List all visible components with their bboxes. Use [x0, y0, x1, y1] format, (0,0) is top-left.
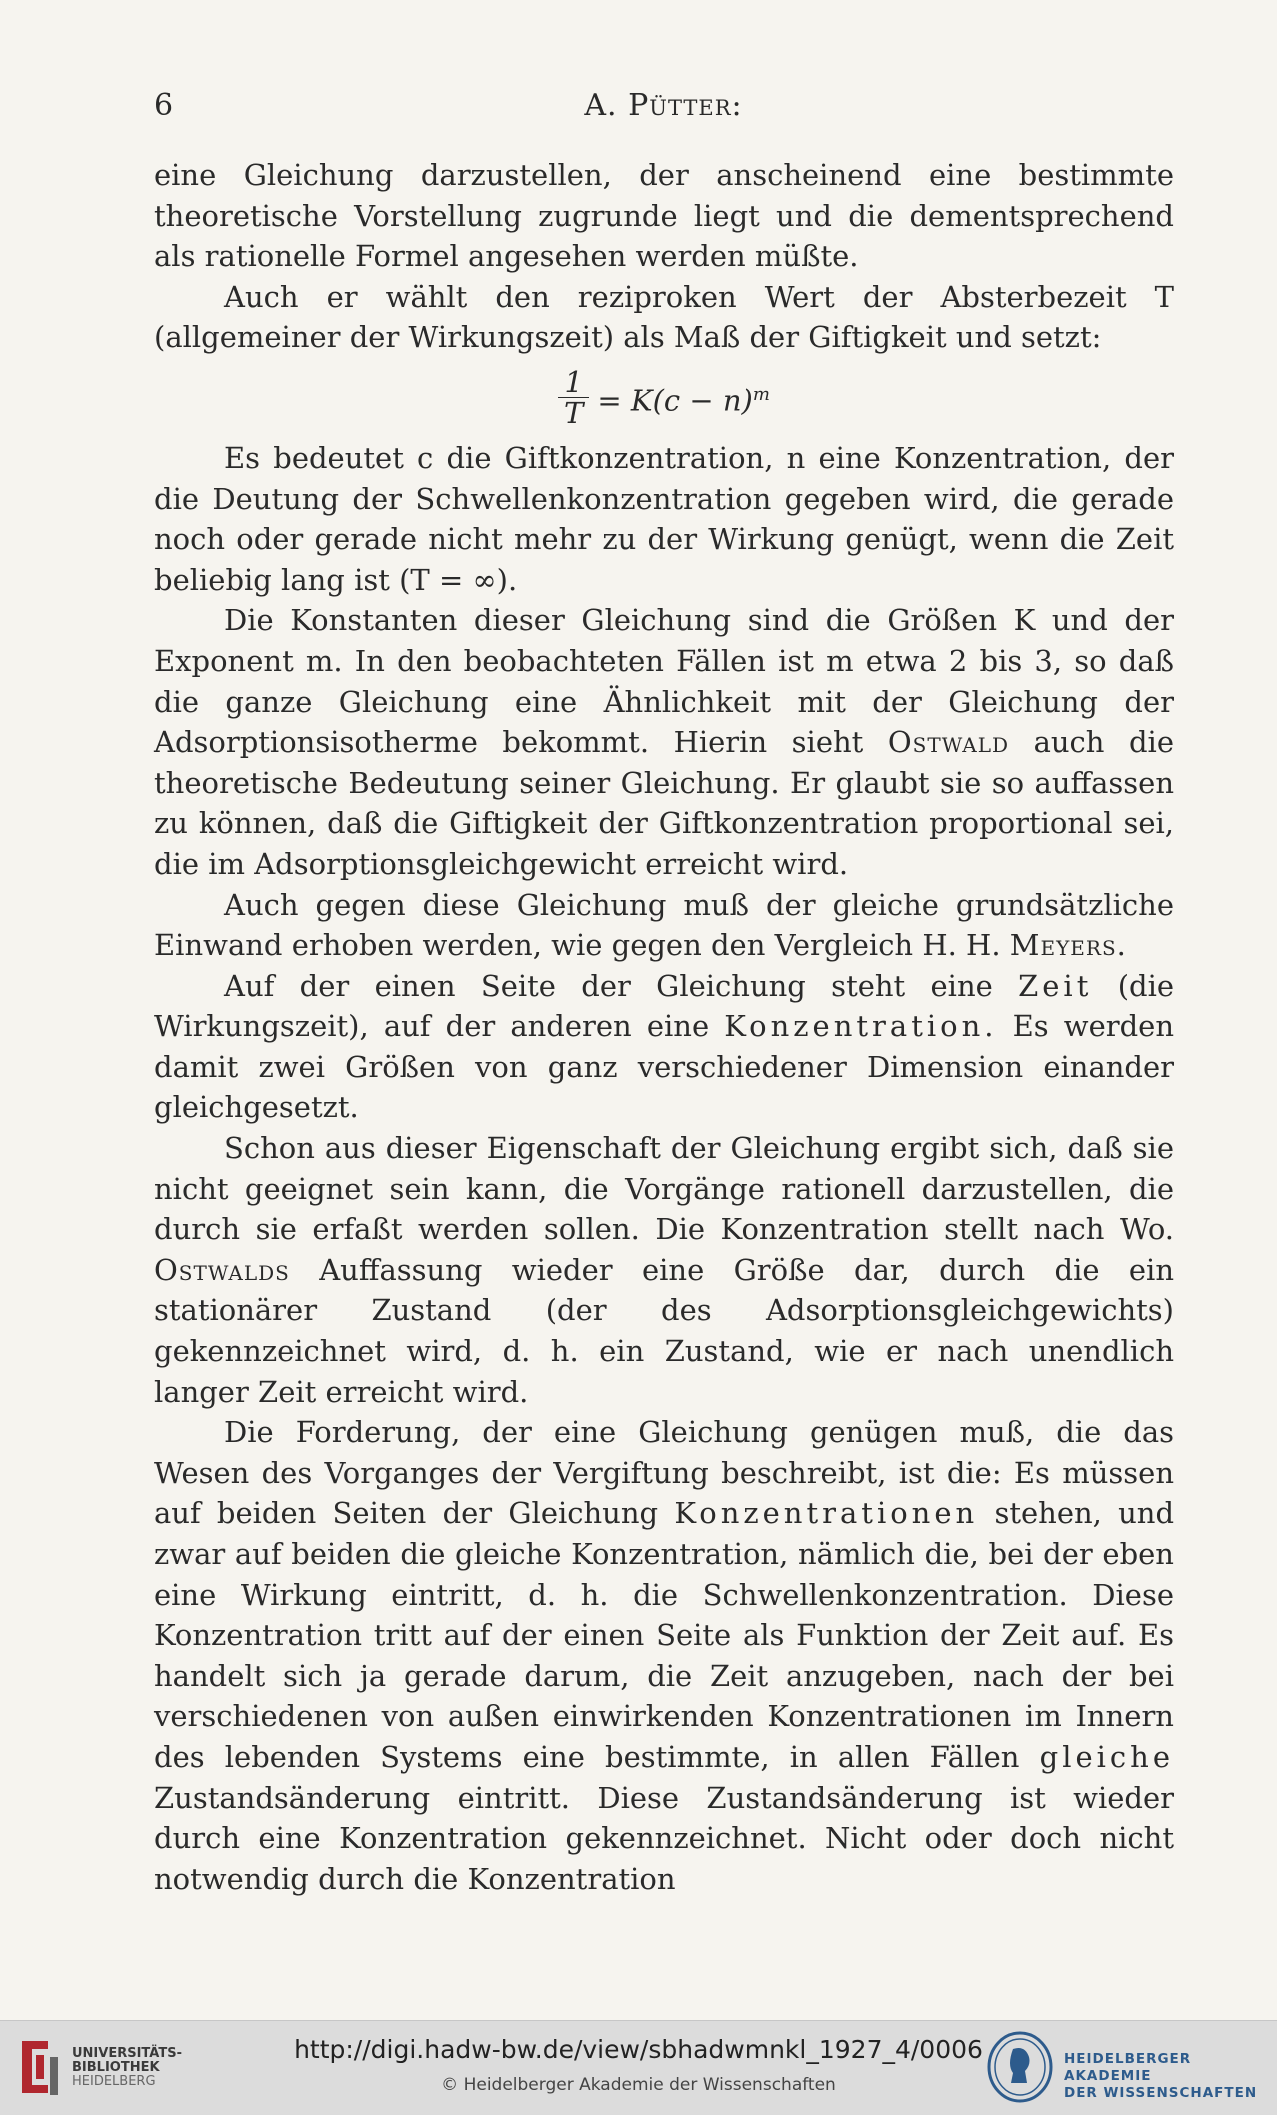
formula-numerator: 1	[558, 367, 588, 398]
running-title: A. Pütter:	[584, 88, 743, 123]
paragraph-7	[154, 1128, 1174, 1412]
running-head	[154, 88, 1173, 128]
paragraph-3: Es bedeutet c die Giftkonzentration, n eine Konzentration, der die Deutung der Schwellenkonzentration gegeben wird, die gerade noch oder gerade nicht mehr zu der Wirkung genügt, wenn die Zeit beliebig lang ist (T = ∞).	[154, 440, 1174, 597]
formula-denominator: T	[564, 396, 584, 431]
permalink-url[interactable]: http://digi.hadw-bw.de/view/sbhadwmnkl_1927_4/0006	[294, 2035, 983, 2064]
spaced-word-konzentrationen: Konzentrationen	[674, 1496, 979, 1531]
formula	[154, 358, 1174, 438]
academy-seal-icon	[985, 2029, 1055, 2105]
body-text	[154, 155, 1174, 1899]
paragraph-7-text-a: Schon aus dieser Eigenschaft der Gleichung ergibt sich, daß sie nicht geeignet sein kann, die Vorgänge rationell darzustellen, die durch sie erfaßt werden sollen. Die Konzentration stellt nach Wo.	[154, 1131, 1174, 1247]
paragraph-5-text-a: Auch gegen diese Gleichung muß der gleiche grundsätzliche Einwand erhoben werden, wie gegen den Vergleich H. H.	[154, 887, 1174, 963]
paragraph-6-text-c: Es werden damit zwei Größen von ganz verschiedener Dimension einander gleichgesetzt.	[154, 1009, 1175, 1125]
paragraph-8-text-a: Die Forderung, der eine Gleichung genügen muß, die das Wesen des Vorganges der Vergiftung beschreibt, ist die: Es müssen auf beiden Seiten der Gleichung	[154, 1415, 1174, 1531]
formula-rhs	[597, 375, 770, 421]
copyright-notice: © Heidelberger Akademie der Wissenschaften	[441, 2075, 836, 2095]
paragraph-4	[154, 600, 1174, 884]
paragraph-6-text-b: (die Wirkungszeit), auf der anderen eine	[154, 968, 1175, 1044]
paragraph-5	[154, 885, 1174, 966]
formula-exponent: m	[752, 383, 770, 405]
paragraph-8-text-c: Zustandsänderung eintritt. Diese Zustandsänderung ist wieder durch eine Konzentration gekennzeichnet. Nicht oder doch nicht notwendig durch die Konzentration	[154, 1780, 1174, 1896]
library-name-line-1: UNIVERSITÄTS-	[72, 2046, 182, 2061]
spaced-word-konzentration: Konzentration.	[724, 1009, 998, 1044]
paragraph-6	[154, 966, 1174, 1128]
paragraph-8-text-b: stehen, und zwar auf beiden die gleiche Konzentration, nämlich die, bei der eben eine Wirkung eintritt, d. h. die Schwellenkonzentration. Diese Konzentration tritt auf der einen Seite als Funktion der Zeit auf. Es handelt sich ja gerade darum, die Zeit anzugeben, nach der bei verschiedenen von außen einwirkenden Konzentrationen im Innern des lebenden Systems eine bestimmte, in allen Fällen	[154, 1496, 1175, 1774]
library-name-line-3: HEIDELBERG	[72, 2074, 156, 2089]
library-name-line-2: BIBLIOTHEK	[72, 2060, 160, 2075]
footer-bar	[0, 2020, 1277, 2115]
formula-fraction	[558, 367, 589, 429]
paragraph-1: eine Gleichung darzustellen, der anscheinend eine bestimmte theoretische Vorstellung zugrunde liegt und die dementsprechend als rationelle Formel angesehen werden müßte.	[154, 158, 1174, 274]
formula-rhs-text: = K(c − n)	[597, 383, 753, 418]
academy-name	[1064, 2051, 1277, 2102]
academy-name-line-2: DER WISSENSCHAFTEN	[1064, 2085, 1258, 2101]
paragraph-8	[154, 1412, 1174, 1899]
spaced-word-gleiche: gleiche	[1039, 1739, 1175, 1774]
paragraph-4-text-b: auch die theoretische Bedeutung seiner Gleichung. Er glaubt sie so auffassen zu können, daß die Giftigkeit der Giftkonzentration proportional sei, die im Adsorptionsgleichgewicht erreicht wird.	[154, 725, 1174, 881]
spaced-word-zeit: Zeit	[1018, 968, 1093, 1003]
paragraph-6-text-a: Auf der einen Seite der Gleichung steht eine	[224, 968, 993, 1003]
paragraph-2: Auch er wählt den reziproken Wert der Absterbezeit T (allgemeiner der Wirkungszeit) als Maß der Giftigkeit und setzt:	[154, 279, 1174, 355]
author-name-ostwald: Ostwald	[887, 725, 1010, 760]
paragraph-4-text-a: Die Konstanten dieser Gleichung sind die Größen K und der Exponent m. In den beobachteten Fällen ist m etwa 2 bis 3, so daß die ganze Gleichung eine Ähnlichkeit mit der Gleichung der Adsorptionsisotherme bekommt. Hierin sieht	[154, 603, 1174, 760]
author-name-meyer: Meyers.	[1009, 928, 1127, 963]
page-number: 6	[154, 88, 174, 123]
paragraph-7-text-b: Auffassung wieder eine Größe dar, durch die ein stationärer Zustand (der des Adsorptionsgleichgewichts) gekennzeichnet wird, d. h. ein Zustand, wie er nach unendlich langer Zeit erreicht wird.	[154, 1252, 1175, 1409]
author-name-ostwalds: Ostwalds	[154, 1252, 290, 1287]
academy-name-line-1: HEIDELBERGER AKADEMIE	[1064, 2051, 1192, 2084]
